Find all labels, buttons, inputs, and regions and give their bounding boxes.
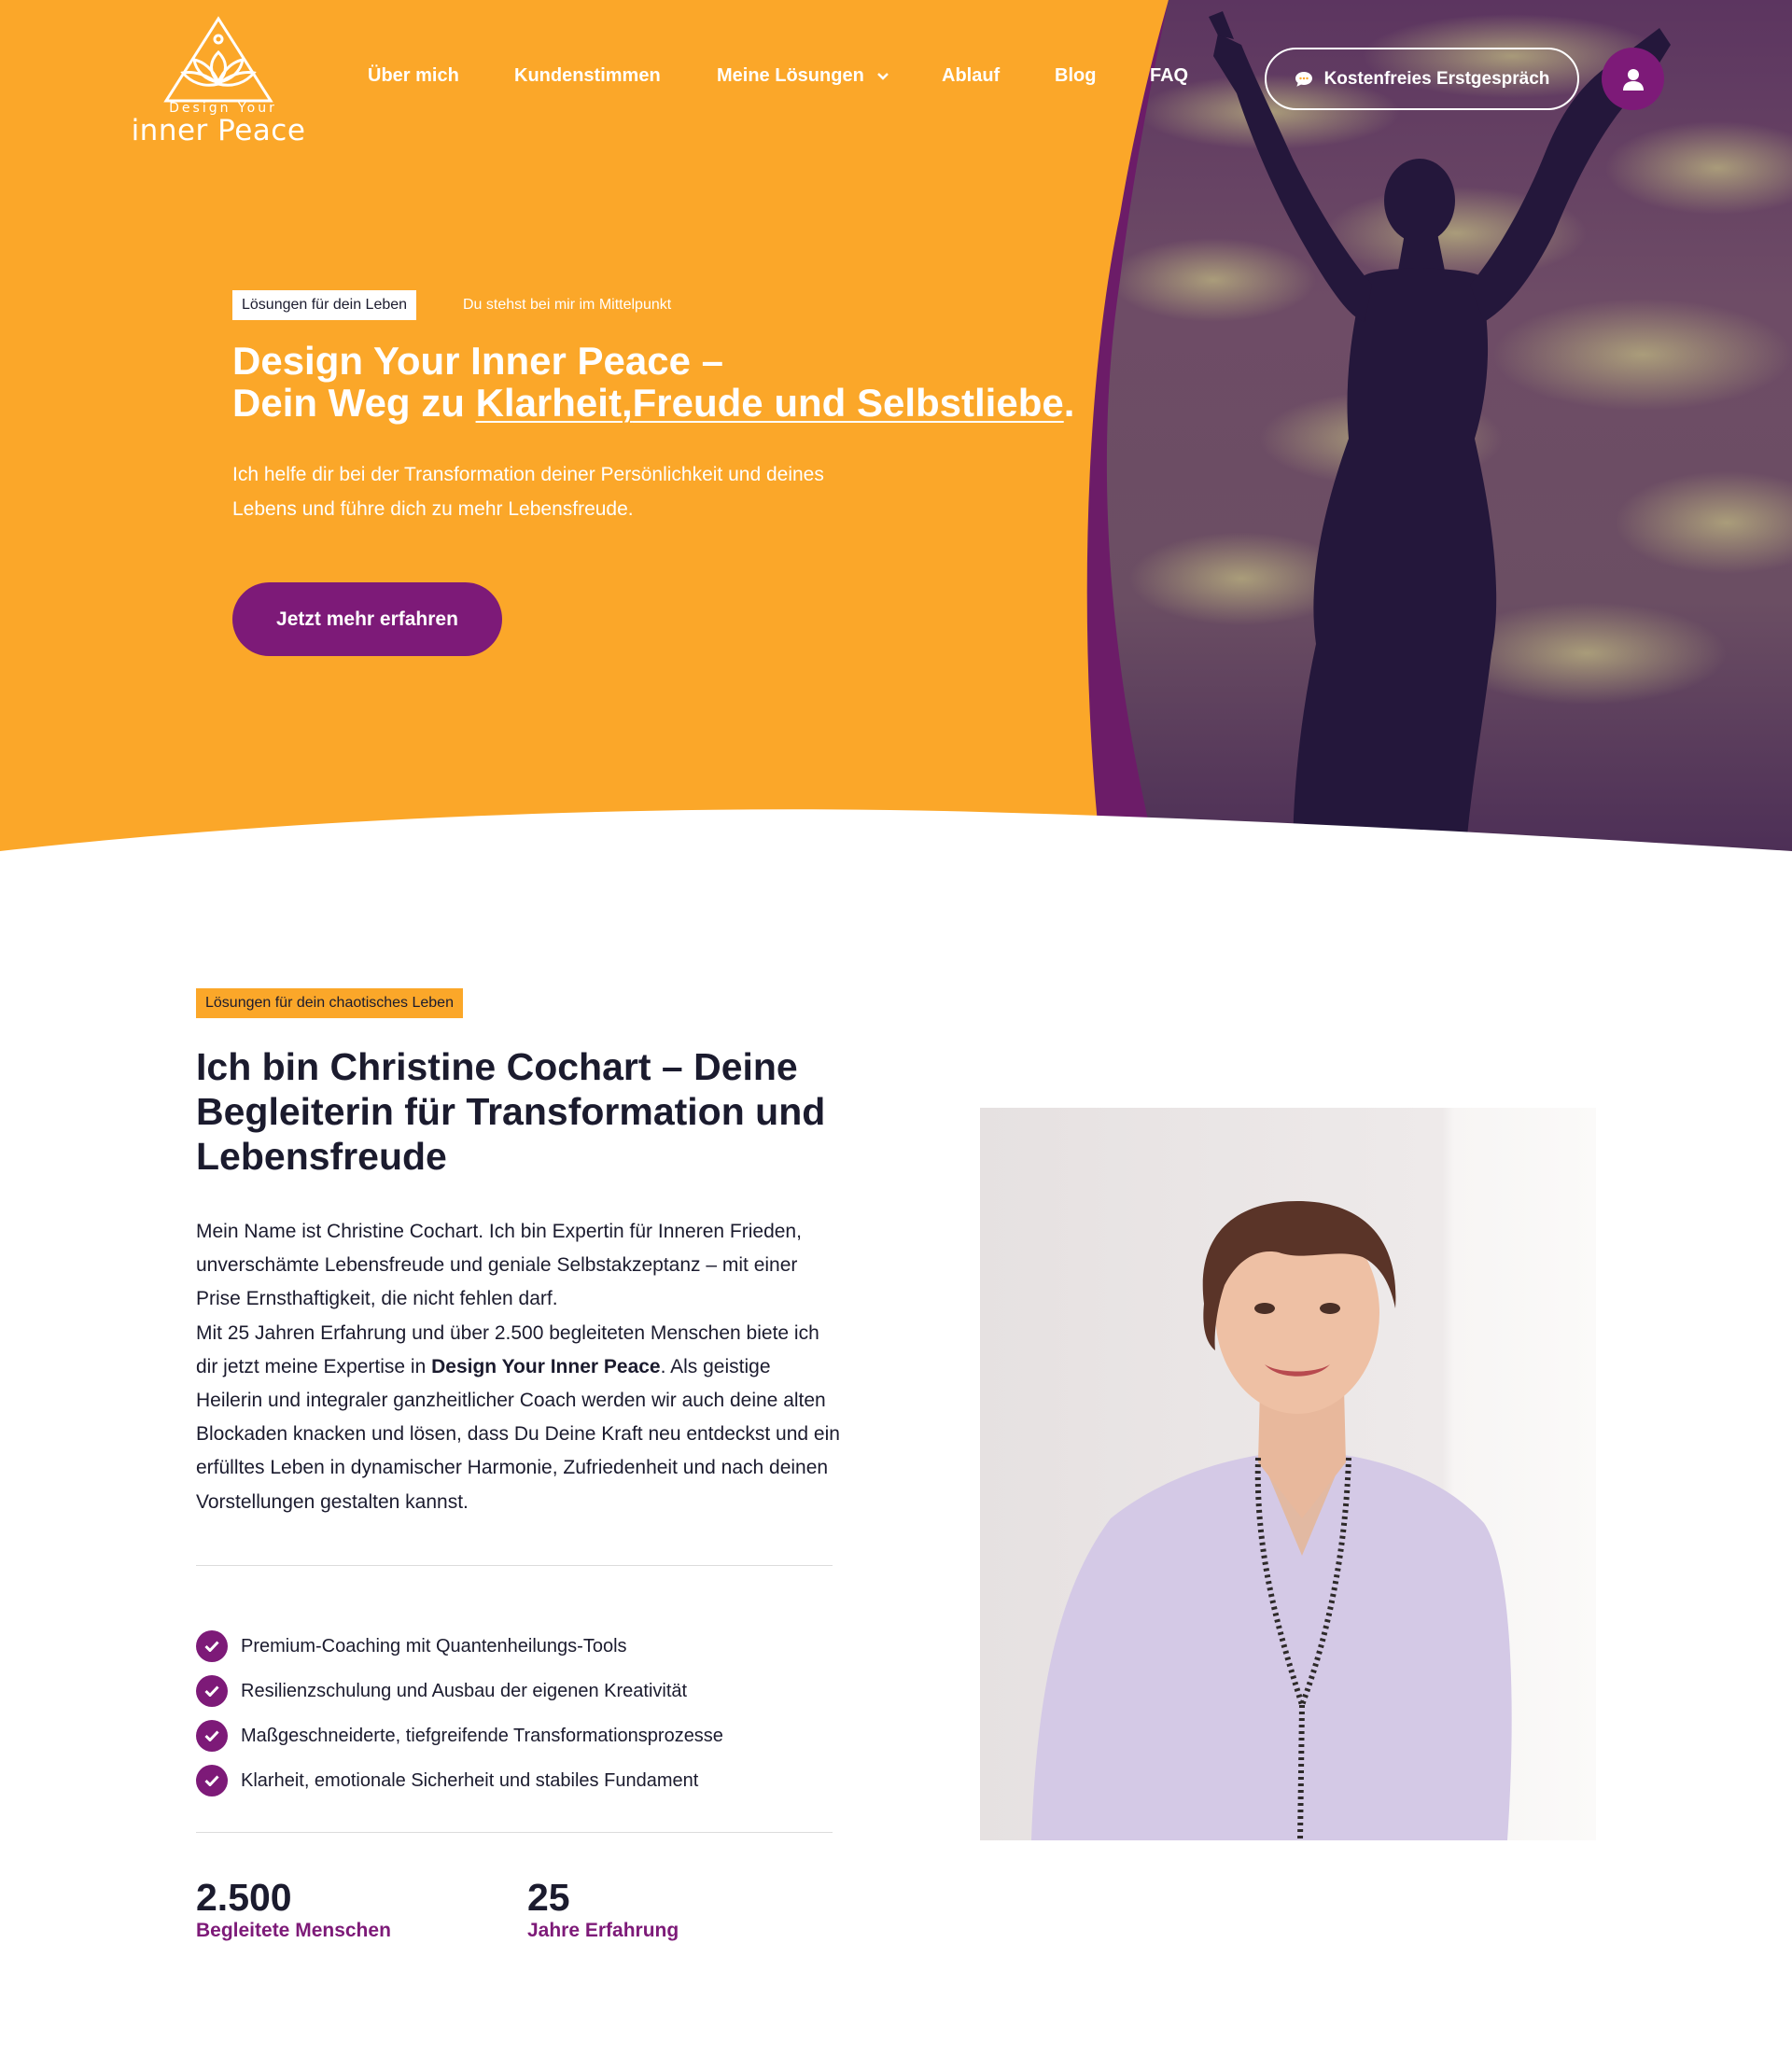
free-consultation-label: Kostenfreies Erstgespräch [1323,68,1550,89]
stat-years [527,1876,679,1943]
about-paragraph-1: Mein Name ist Christine Cochart. Ich bin Expertin für Inneren Frieden, unverschämte Lebensfreude und geniale Selbstakzeptanz – mit einer Prise Ernsthaftigkeit, die nicht fehlen darf. [196,1221,802,1310]
divider [196,1832,833,1833]
logo-text-top: Design Your [169,101,277,116]
about-paragraph-2-bold: Design Your Inner Peace [431,1355,661,1377]
about-title: Ich bin Christine Cochart – Deine Begleiterin für Transformation und Lebensfreude [196,1045,826,1178]
stat-value: 25 [527,1876,570,1919]
chevron-down-icon [877,73,889,80]
feature-label: Resilienzschulung und Ausbau der eigenen Kreativität [241,1680,688,1701]
stat-people [196,1876,391,1943]
about-tag: Lösungen für dein chaotisches Leben [196,988,463,1018]
list-item [196,1624,723,1669]
list-item [196,1758,723,1803]
nav-item-faq[interactable]: FAQ [1150,65,1189,86]
user-icon [1621,67,1645,91]
free-consultation-button[interactable] [1265,48,1579,110]
nav-item-uber-mich[interactable]: Über mich [368,65,459,86]
feature-label: Klarheit, emotionale Sicherheit und stabiles Fundament [241,1769,699,1791]
check-icon [196,1720,228,1752]
divider [196,1565,833,1566]
hero-title-line1: Design Your Inner Peace – [232,339,723,383]
list-item [196,1669,723,1713]
about-text [196,1215,840,1519]
chat-bubble-icon [1295,71,1313,88]
feature-label: Maßgeschneiderte, tiefgreifende Transformationsprozesse [241,1725,723,1746]
hero-tag: Lösungen für dein Leben [232,290,416,320]
logo-text-main: inner Peace [131,114,306,147]
nav-item-ablauf[interactable]: Ablauf [942,65,1001,86]
portrait-photo [980,1108,1596,1840]
hero-wave-divider [0,803,1792,859]
hero-title-suffix: . [1063,381,1075,425]
hero-section [0,0,1792,859]
about-paragraph-2-before: Mit 25 Jahren Erfahrung und über 2.500 begleiteten Menschen biete ich dir jetzt meine Expertise in [196,1321,819,1377]
nav-item-meine-loesungen[interactable] [717,65,889,87]
hero-title [232,340,1074,424]
portrait-illustration [980,1108,1596,1840]
stat-label: Begleitete Menschen [196,1920,391,1941]
nav-item-kundenstimmen[interactable]: Kundenstimmen [514,65,661,86]
hero-title-prefix: Dein Weg zu [232,381,465,425]
hero-subtitle: Ich helfe dir bei der Transformation deiner Persönlichkeit und deines Lebens und führe dich zu mehr Lebensfreude. [232,464,824,520]
hero-title-link-clarity[interactable]: Klarheit, [475,381,633,425]
stat-value: 2.500 [196,1876,292,1919]
check-icon [196,1630,228,1662]
nav-item-meine-loesungen-label: Meine Lösungen [717,65,864,86]
hero-title-link-joy[interactable]: Freude und Selbstliebe [632,381,1064,425]
user-account-button[interactable] [1602,48,1664,110]
nav-item-blog[interactable]: Blog [1055,65,1097,86]
list-item [196,1713,723,1758]
check-icon [196,1675,228,1707]
check-icon [196,1765,228,1796]
stat-label: Jahre Erfahrung [527,1920,679,1941]
hero-tagline: Du stehst bei mir im Mittelpunkt [463,297,672,313]
feature-list [196,1624,723,1803]
main-nav [0,65,1213,93]
learn-more-button[interactable]: Jetzt mehr erfahren [232,582,502,656]
about-paragraph-2-after: . Als geistige Heilerin und integraler ganzheitlicher Coach werden wir auch deine alten Blockaden knacken und lösen, dass Du Deine Kraft neu entdeckst und ein erfülltes Leben in dynamischer Harmonie, Zufriedenheit und nach deinen Vorstellungen gestalten kannst. [196,1355,840,1513]
lotus-logo-icon [129,15,308,108]
feature-label: Premium-Coaching mit Quantenheilungs-Tools [241,1635,627,1657]
